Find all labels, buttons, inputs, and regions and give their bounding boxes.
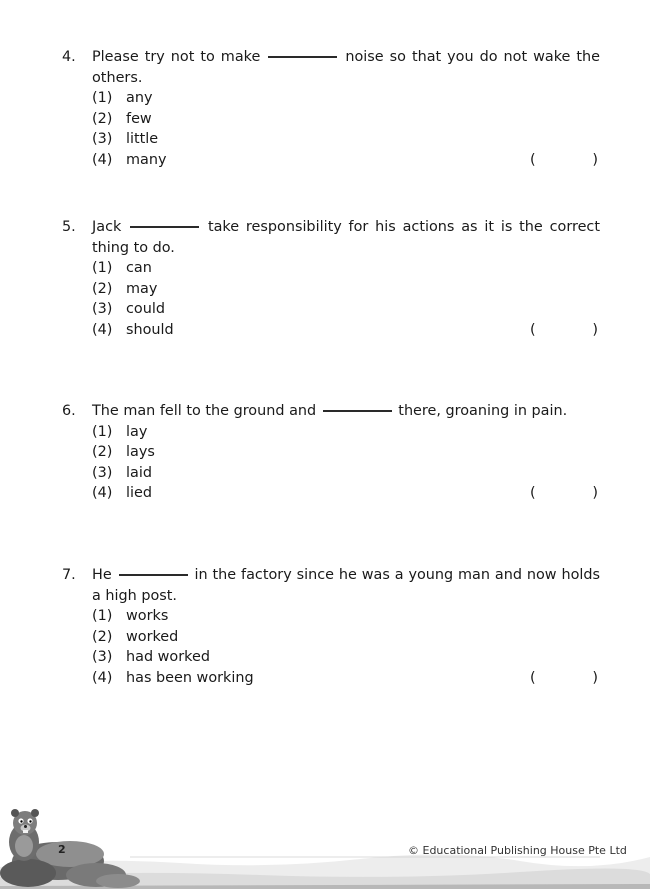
option-2[interactable] bbox=[62, 109, 600, 130]
option-text: worked bbox=[126, 628, 179, 645]
option-number: (3) bbox=[92, 464, 113, 481]
option-text: has been working bbox=[126, 669, 254, 686]
option-text: works bbox=[126, 608, 169, 624]
question-text-before: The man fell to the ground and bbox=[92, 403, 317, 419]
option-4[interactable] bbox=[62, 668, 600, 689]
option-4[interactable] bbox=[62, 320, 600, 341]
option-text: should bbox=[126, 321, 174, 338]
option-number: (4) bbox=[92, 321, 113, 338]
question-text-after: noise so that you do not wake the others. bbox=[92, 49, 601, 86]
beaver-mascot-icon bbox=[9, 809, 39, 861]
answer-blank[interactable] bbox=[268, 56, 337, 58]
question-number: 6. bbox=[62, 403, 76, 419]
answer-box-right-paren: ) bbox=[592, 151, 598, 168]
option-3[interactable] bbox=[62, 299, 600, 320]
option-number: (1) bbox=[92, 260, 113, 276]
answer-box-right-paren: ) bbox=[592, 321, 598, 338]
option-text: can bbox=[126, 260, 152, 276]
question-stem bbox=[62, 401, 600, 422]
question-number: 7. bbox=[62, 567, 76, 583]
option-2[interactable] bbox=[62, 627, 600, 648]
question-6 bbox=[62, 401, 600, 504]
option-2[interactable] bbox=[62, 442, 600, 463]
question-5 bbox=[62, 217, 600, 340]
option-text: any bbox=[126, 90, 153, 106]
question-7 bbox=[62, 565, 600, 688]
option-text: few bbox=[126, 110, 152, 127]
option-3[interactable] bbox=[62, 129, 600, 150]
option-text: little bbox=[126, 131, 159, 148]
option-number: (2) bbox=[92, 628, 113, 645]
question-text-before: He bbox=[92, 567, 112, 583]
question-text-before: Jack bbox=[92, 219, 122, 235]
copyright-notice: © Educational Publishing House Pte Ltd bbox=[408, 844, 627, 857]
question-stem bbox=[62, 47, 600, 88]
option-number: (2) bbox=[92, 110, 113, 127]
option-number: (4) bbox=[92, 151, 113, 168]
question-number: 5. bbox=[62, 219, 76, 235]
question-stem bbox=[62, 565, 600, 606]
option-text: many bbox=[126, 151, 167, 168]
answer-box-right-paren: ) bbox=[592, 485, 598, 502]
question-text bbox=[92, 565, 600, 606]
question-4 bbox=[62, 47, 600, 170]
question-text-after: there, groaning in pain. bbox=[398, 403, 568, 419]
answer-box-left-paren: ( bbox=[530, 485, 536, 502]
option-1[interactable] bbox=[62, 88, 600, 109]
option-3[interactable] bbox=[62, 463, 600, 484]
option-text: laid bbox=[126, 464, 152, 481]
answer-box-right-paren: ) bbox=[592, 669, 598, 686]
option-text: could bbox=[126, 301, 165, 318]
option-text: lay bbox=[126, 423, 148, 440]
answer-box-left-paren: ( bbox=[530, 151, 536, 168]
option-text: lays bbox=[126, 444, 155, 461]
answer-blank[interactable] bbox=[323, 410, 392, 412]
option-3[interactable] bbox=[62, 647, 600, 668]
answer-blank[interactable] bbox=[130, 226, 199, 228]
question-text bbox=[92, 47, 600, 88]
option-number: (3) bbox=[92, 301, 113, 318]
option-text: had worked bbox=[126, 649, 210, 666]
question-number: 4. bbox=[62, 49, 76, 65]
option-number: (1) bbox=[92, 90, 113, 106]
question-text-after: in the factory since he was a young man and now holds a high post. bbox=[92, 567, 601, 604]
page-number: 2 bbox=[58, 843, 66, 856]
question-text bbox=[92, 217, 600, 258]
option-number: (4) bbox=[92, 485, 113, 502]
option-number: (3) bbox=[92, 131, 113, 148]
question-text-before: Please try not to make bbox=[92, 49, 261, 65]
option-1[interactable] bbox=[62, 422, 600, 443]
option-text: lied bbox=[126, 485, 152, 502]
option-number: (2) bbox=[92, 280, 113, 297]
option-number: (4) bbox=[92, 669, 113, 686]
answer-box-left-paren: ( bbox=[530, 321, 536, 338]
option-number: (2) bbox=[92, 444, 113, 461]
option-text: may bbox=[126, 280, 158, 297]
question-text bbox=[92, 401, 600, 422]
question-stem bbox=[62, 217, 600, 258]
option-number: (1) bbox=[92, 608, 113, 624]
option-4[interactable] bbox=[62, 483, 600, 504]
option-4[interactable] bbox=[62, 150, 600, 171]
question-text-after: take responsibility for his actions as it is the correct thing to do. bbox=[92, 219, 600, 256]
option-2[interactable] bbox=[62, 279, 600, 300]
option-number: (3) bbox=[92, 649, 113, 666]
answer-box-left-paren: ( bbox=[530, 669, 536, 686]
answer-blank[interactable] bbox=[119, 574, 188, 576]
option-1[interactable] bbox=[62, 258, 600, 279]
option-1[interactable] bbox=[62, 606, 600, 627]
option-number: (1) bbox=[92, 423, 113, 440]
